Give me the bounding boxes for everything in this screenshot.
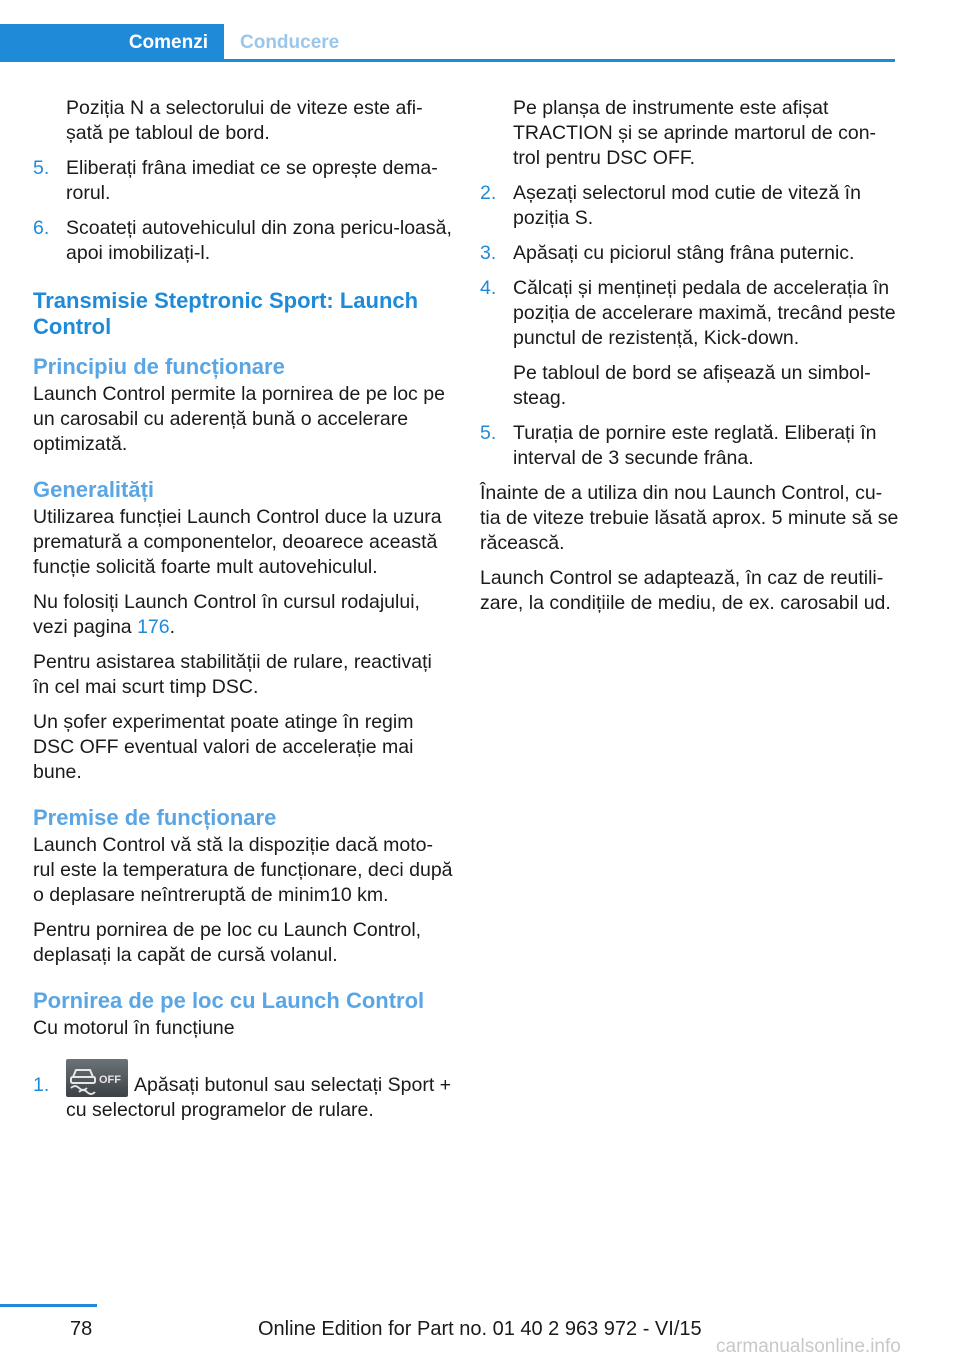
list-item bbox=[480, 181, 900, 231]
continued-text: Pe planșa de instrumente este afișat TRACTION și se aprinde martorul de con-trol pentru DSC OFF. bbox=[513, 97, 877, 169]
step-text: Apăsați butonul sau selectați Sport + cu selectorul programelor de rulare. bbox=[66, 1074, 452, 1121]
tab-comenzi[interactable]: Comenzi bbox=[0, 24, 224, 62]
section-heading: Transmisie Steptronic Sport: Launch Control bbox=[33, 288, 419, 339]
step-note: Pe tabloul de bord se afișează un simbol-steag. bbox=[513, 362, 871, 409]
paragraph: Înainte de a utiliza din nou Launch Control, cu-tia de viteze trebuie lăsată aprox. 5 minute să se răcească. bbox=[480, 482, 899, 554]
tab-underline bbox=[224, 59, 895, 62]
paragraph: Pentru pornirea de pe loc cu Launch Control, deplasați la capăt de cursă volanul. bbox=[33, 919, 422, 966]
intro-text: Poziția N a selectorului de viteze este afi-șată pe tabloul de bord. bbox=[66, 97, 423, 144]
step-number: 2. bbox=[480, 182, 497, 204]
step-text: Turația de pornire este reglată. Eliberați în interval de 3 secunde frâna. bbox=[513, 422, 877, 469]
step-number: 5. bbox=[480, 422, 497, 444]
step-number: 4. bbox=[480, 277, 497, 299]
paragraph: Pentru asistarea stabilității de rulare, reactivați în cel mai scurt timp DSC. bbox=[33, 651, 432, 698]
list-item bbox=[33, 216, 453, 266]
right-column bbox=[480, 96, 900, 626]
left-column bbox=[33, 96, 453, 1133]
subsection-heading: Pornirea de pe loc cu Launch Control bbox=[33, 988, 425, 1013]
step-text: Apăsați cu piciorul stâng frâna puternic. bbox=[513, 242, 855, 264]
step-number: 5. bbox=[33, 157, 50, 179]
tab-conducere[interactable]: Conducere bbox=[240, 32, 340, 53]
subsection-heading: Premise de funcționare bbox=[33, 805, 277, 830]
paragraph: Launch Control vă stă la dispoziție dacă moto-rul este la temperatura de funcționare, deci după o deplasare neîntreruptă de minim10 km. bbox=[33, 834, 453, 906]
step-number: 6. bbox=[33, 217, 50, 239]
list-item bbox=[480, 421, 900, 471]
step-text: Călcați și mențineți pedala de accelerația în poziția de accelerare maximă, trecând peste punctul de rezistență, Kick-down. bbox=[513, 277, 896, 349]
paragraph bbox=[33, 590, 453, 640]
step-number: 1. bbox=[33, 1074, 50, 1096]
paragraph-text: Nu folosiți Launch Control în cursul rodajului, vezi pagina bbox=[33, 591, 420, 638]
list-item bbox=[33, 1059, 453, 1123]
chapter-tabs bbox=[0, 0, 895, 62]
page-link[interactable]: 176 bbox=[137, 616, 170, 638]
step-text: Eliberați frâna imediat ce se oprește dema-rorul. bbox=[66, 157, 438, 204]
paragraph: Launch Control se adaptează, în caz de reutili-zare, la condițiile de mediu, de ex. carosabil ud. bbox=[480, 567, 891, 614]
step-text: Așezați selectorul mod cutie de viteză în poziția S. bbox=[513, 182, 861, 229]
edition-note: Online Edition for Part no. 01 40 2 963 972 - VI/15 bbox=[258, 1318, 702, 1340]
page-number: 78 bbox=[70, 1318, 93, 1340]
paragraph: Launch Control permite la pornirea de pe loc pe un carosabil cu aderență bună o accelerare optimizată. bbox=[33, 383, 445, 455]
subsection-heading: Generalități bbox=[33, 477, 155, 502]
list-item bbox=[33, 156, 453, 206]
footer-rule bbox=[0, 1304, 97, 1307]
paragraph-text: . bbox=[169, 616, 176, 638]
list-item bbox=[480, 241, 900, 266]
step-number: 3. bbox=[480, 242, 497, 264]
list-item bbox=[480, 276, 900, 351]
dsc-off-icon bbox=[66, 1059, 128, 1097]
step-text: Scoateți autovehiculul din zona pericu-loasă, apoi imobilizați-l. bbox=[66, 217, 452, 264]
svg-text:OFF: OFF bbox=[99, 1074, 121, 1086]
watermark: carmanualsonline.info bbox=[716, 1336, 901, 1357]
paragraph: Cu motorul în funcțiune bbox=[33, 1017, 235, 1039]
paragraph: Un șofer experimentat poate atinge în regim DSC OFF eventual valori de accelerație mai bune. bbox=[33, 711, 414, 783]
subsection-heading: Principiu de funcționare bbox=[33, 354, 285, 379]
paragraph: Utilizarea funcției Launch Control duce la uzura prematură a componentelor, deoarece această funcție solicită foarte mult autovehiculul. bbox=[33, 506, 442, 578]
